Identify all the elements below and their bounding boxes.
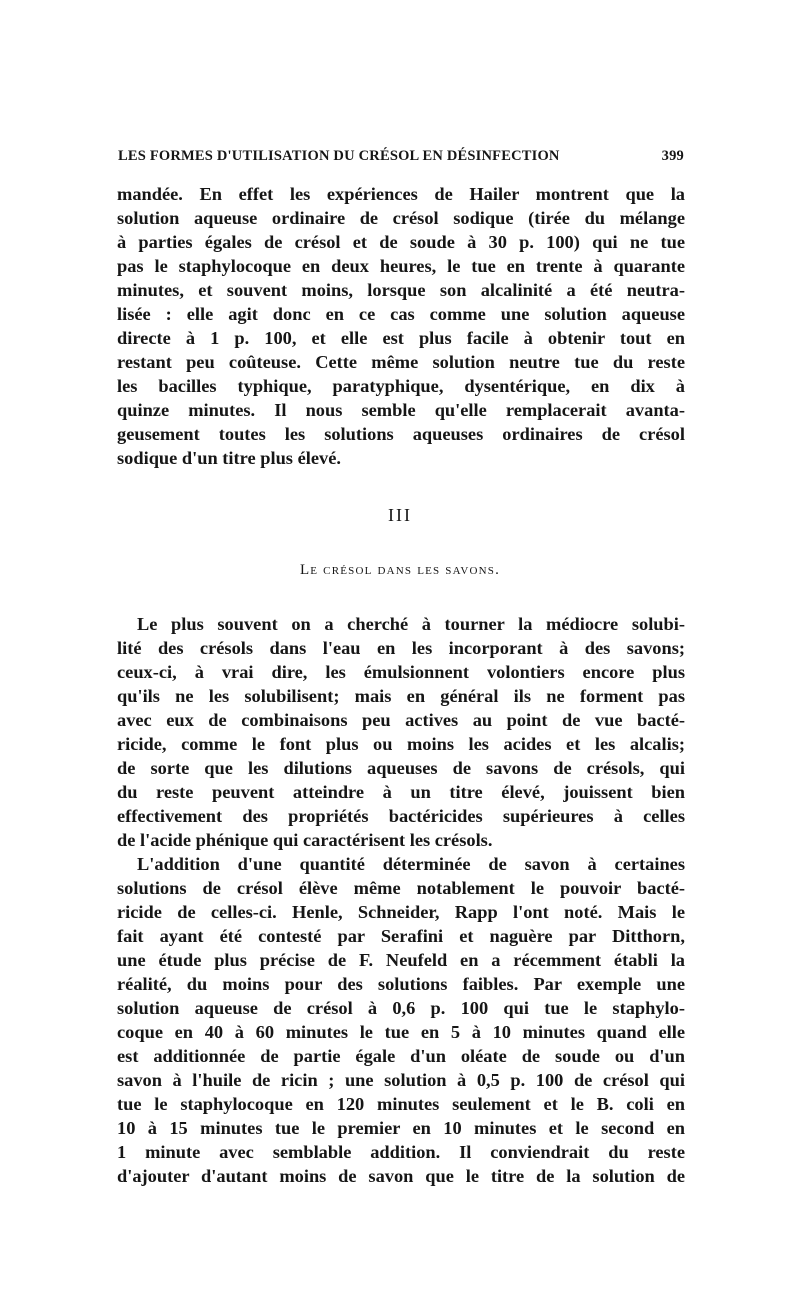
text-line: 1 minute avec semblable addition. Il conviendrait du reste [117, 1142, 685, 1162]
text-line: fait ayant été contesté par Serafini et naguère par Ditthorn, [117, 926, 685, 946]
text-line: minutes, et souvent moins, lorsque son alcalinité a été neutra- [117, 280, 685, 300]
text-line: Le plus souvent on a cherché à tourner la médiocre solubi- [137, 614, 685, 634]
text-line: restant peu coûteuse. Cette même solution neutre tue du reste [117, 352, 685, 372]
text-line: tue le staphylocoque en 120 minutes seulement et le B. coli en [117, 1094, 685, 1114]
text-line: pas le staphylocoque en deux heures, le tue en trente à quarante [117, 256, 685, 276]
text-line: avec eux de combinaisons peu actives au point de vue bacté- [117, 710, 685, 730]
text-line: solution aqueuse de crésol à 0,6 p. 100 qui tue le staphylo- [117, 998, 685, 1018]
text-line: coque en 40 à 60 minutes le tue en 5 à 10 minutes quand elle [117, 1022, 685, 1042]
text-line: quinze minutes. Il nous semble qu'elle remplacerait avanta- [117, 400, 685, 420]
text-line: effectivement des propriétés bactéricides supérieures à celles [117, 806, 685, 826]
text-line: solutions de crésol élève même notablement le pouvoir bacté- [117, 878, 685, 898]
text-line: sodique d'un titre plus élevé. [117, 448, 341, 468]
text-line: de l'acide phénique qui caractérisent les crésols. [117, 830, 493, 850]
text-line: réalité, du moins pour des solutions faibles. Par exemple une [117, 974, 685, 994]
text-line: lité des crésols dans l'eau en les incorporant à des savons; [117, 638, 685, 658]
text-line: les bacilles typhique, paratyphique, dysentérique, en dix à [117, 376, 685, 396]
text-line: une étude plus précise de F. Neufeld en a récemment établi la [117, 950, 685, 970]
section-title: Le crésol dans les savons. [299, 562, 501, 578]
text-line: qu'ils ne les solubilisent; mais en général ils ne forment pas [117, 686, 685, 706]
text-line: à parties égales de crésol et de soude à 30 p. 100) qui ne tue [117, 232, 685, 252]
page-number: 399 [661, 148, 684, 164]
text-line: ceux-ci, à vrai dire, les émulsionnent volontiers encore plus [117, 662, 685, 682]
text-line: directe à 1 p. 100, et elle est plus facile à obtenir tout en [117, 328, 685, 348]
text-line: de sorte que les dilutions aqueuses de savons de crésols, qui [117, 758, 685, 778]
running-title: LES FORMES D'UTILISATION DU CRÉSOL EN DÉSINFECTION [118, 148, 560, 164]
text-line: ricide de celles-ci. Henle, Schneider, Rapp l'ont noté. Mais le [117, 902, 685, 922]
text-line: solution aqueuse ordinaire de crésol sodique (tirée du mélange [117, 208, 685, 228]
text-line: geusement toutes les solutions aqueuses ordinaires de crésol [117, 424, 685, 444]
text-line: d'ajouter d'autant moins de savon que le titre de la solution de [117, 1166, 685, 1186]
text-line: savon à l'huile de ricin ; une solution à 0,5 p. 100 de crésol qui [117, 1070, 685, 1090]
section-number: III [388, 505, 412, 525]
text-line: mandée. En effet les expériences de Hailer montrent que la [117, 184, 685, 204]
text-line: du reste peuvent atteindre à un titre élevé, jouissent bien [117, 782, 685, 802]
text-line: 10 à 15 minutes tue le premier en 10 minutes et le second en [117, 1118, 685, 1138]
text-line: ricide, comme le font plus ou moins les acides et les alcalis; [117, 734, 685, 754]
text-line: L'addition d'une quantité déterminée de savon à certaines [137, 854, 685, 874]
text-line: est additionnée de partie égale d'un oléate de soude ou d'un [117, 1046, 685, 1066]
text-line: lisée : elle agit donc en ce cas comme une solution aqueuse [117, 304, 685, 324]
